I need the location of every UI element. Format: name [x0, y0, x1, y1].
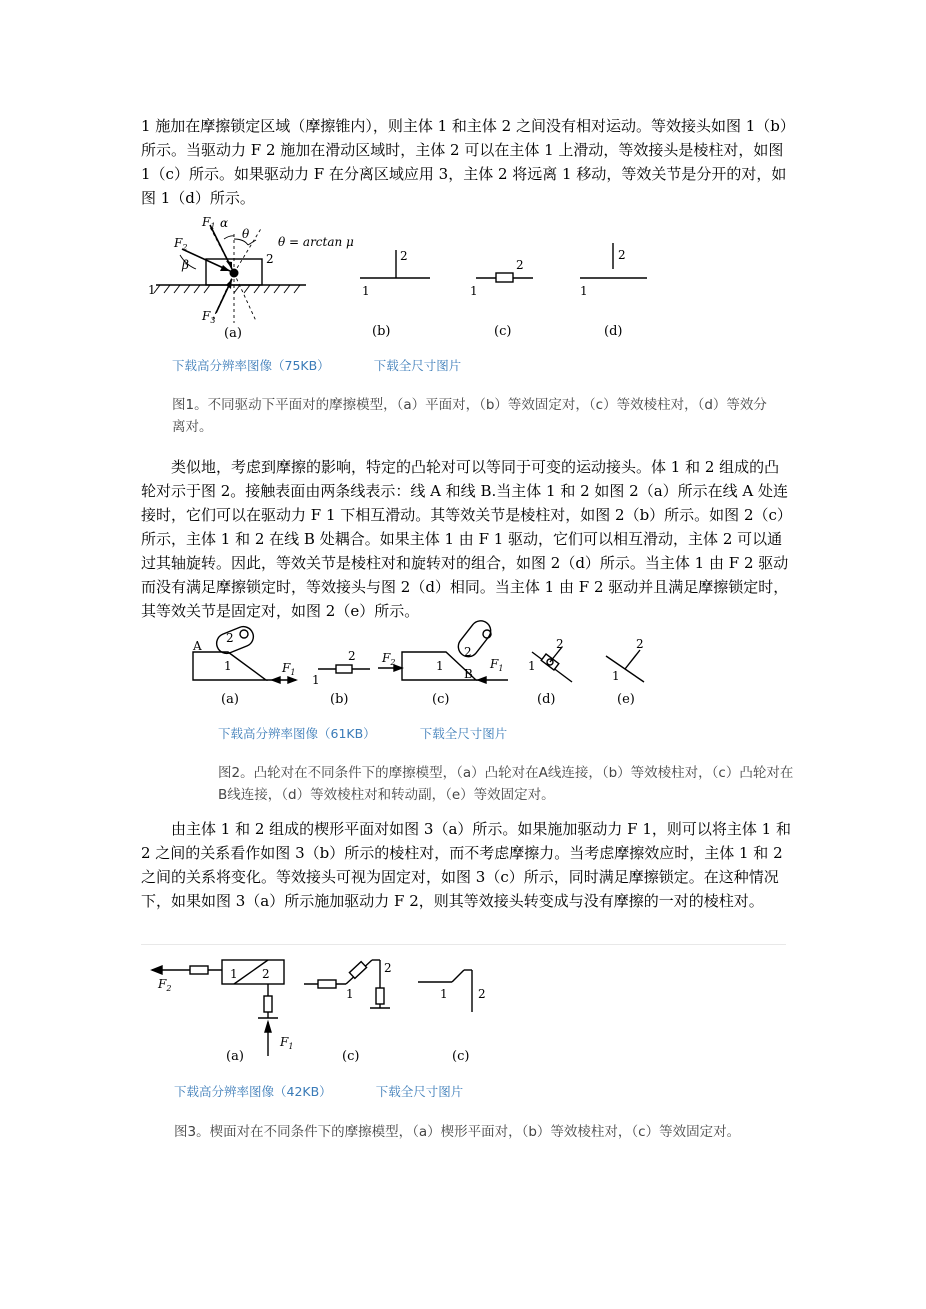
download-hires-link[interactable]: 下载高分辨率图像（75KB） — [172, 358, 330, 373]
download-full-link[interactable]: 下载全尺寸图片 — [373, 358, 462, 373]
svg-text:1: 1 — [470, 284, 478, 298]
svg-text:2: 2 — [618, 248, 626, 262]
svg-text:F1: $F_1$ — [282, 661, 296, 677]
svg-text:(e): (e) — [617, 692, 635, 707]
paragraph-3-text: 由主体 1 和 2 组成的楔形平面对如图 3（a）所示。如果施加驱动力 F 1，则可以将主体 1 和 2 之间的关系看作如图 3（b）所示的棱柱对，而不考虑摩擦力。当考虑摩擦效应时，主体 1 和 2 之间的关系将变化。等效接头可视为固定对，如图 3（c）所示，同时满足摩擦锁定。在这种情况下，如果如图 3（a）所示施加驱动力 F 2，则其等效接头转变成与没有摩擦的一对的棱柱对。 — [141, 820, 791, 910]
figure-2-links — [218, 724, 507, 742]
svg-text:α: α — [220, 216, 229, 230]
svg-text:(d): (d) — [604, 324, 623, 339]
svg-text:F2: $F_2$ — [174, 236, 188, 252]
svg-text:1: 1 — [362, 284, 370, 298]
figure-2 — [0, 622, 926, 712]
svg-text:F2: $F_2$ — [158, 977, 172, 993]
svg-text:B: B — [464, 667, 473, 681]
figure-1 — [0, 205, 926, 345]
svg-text:(b): (b) — [372, 324, 391, 339]
svg-text:1: 1 — [580, 284, 588, 298]
svg-text:(c): (c) — [452, 1049, 470, 1064]
svg-text:F2: $F_2$ — [382, 651, 396, 667]
paragraph-2-text: 类似地，考虑到摩擦的影响，特定的凸轮对可以等同于可变的运动接头。体 1 和 2 组成的凸轮对示于图 2。接触表面由两条线表示：线 A 和线 B.当主体 1 和 2 如图 2（a）所示在线 A 处连接时，它们可以在驱动力 F 1 下相互滑动。其等效关节是棱柱对，如图 2（b）所示。如图 2（c）所示，主体 1 和 2 在线 B 处耦合。如果主体 1 由 F 1 驱动，它们可以相互滑动，主体 2 可以通过其轴旋转。因此，等效关节是棱柱对和旋转对的组合，如图 2（d）所示。当主体 1 由 F 2 驱动而没有满足摩擦锁定时，等效接头与图 2（d）相同。当主体 1 由 F 2 驱动并且满足摩擦锁定时，其等效关节是固定对，如图 2（e）所示。 — [141, 458, 789, 620]
svg-text:(d): (d) — [537, 692, 556, 707]
svg-text:(c): (c) — [432, 692, 450, 707]
svg-text:2: 2 — [262, 967, 270, 981]
figure-1-links — [172, 356, 461, 374]
svg-text:A: A — [193, 639, 202, 653]
download-hires-link[interactable]: 下载高分辨率图像（61KB） — [218, 726, 376, 741]
svg-text:2: 2 — [348, 649, 356, 663]
svg-text:(c): (c) — [494, 324, 512, 339]
svg-text:θ: θ — [242, 227, 250, 241]
svg-text:F1: $F_1$ — [202, 215, 216, 231]
svg-text:F1: $F_1$ — [280, 1035, 294, 1051]
svg-text:2: 2 — [400, 249, 408, 263]
figure-2-caption: 图2。凸轮对在不同条件下的摩擦模型，（a）凸轮对在A线连接，（b）等效棱柱对，（c）凸轮对在B线连接，（d）等效棱柱对和转动副，（e）等效固定对。 — [218, 765, 794, 803]
svg-text:2: 2 — [636, 637, 644, 651]
svg-text:(a): (a) — [224, 326, 242, 341]
svg-text:2: 2 — [384, 961, 392, 975]
download-full-link[interactable]: 下载全尺寸图片 — [419, 726, 508, 741]
fig2-c-cam-pair — [378, 617, 508, 683]
svg-text:1: 1 — [436, 659, 444, 673]
svg-text:(c): (c) — [342, 1049, 360, 1064]
download-full-link[interactable]: 下载全尺寸图片 — [375, 1084, 464, 1099]
svg-text:1: 1 — [612, 669, 620, 683]
contact-point-icon — [230, 269, 239, 278]
svg-text:1: 1 — [346, 987, 354, 1001]
svg-text:1: 1 — [312, 673, 320, 687]
svg-text:1: 1 — [230, 967, 238, 981]
svg-text:1: 1 — [224, 659, 232, 673]
svg-text:2: 2 — [226, 631, 234, 645]
svg-text:(b): (b) — [330, 692, 349, 707]
paragraph-1-text: 1 施加在摩擦锁定区域（摩擦锥内），则主体 1 和主体 2 之间没有相对运动。等效接头如图 1（b）所示。当驱动力 F 2 施加在滑动区域时，主体 2 可以在主体 1 上滑动，等效接头是棱柱对，如图 1（c）所示。如果驱动力 F 在分离区域应用 3，主体 2 将远离 1 移动，等效关节是分开的对，如图 1（d）所示。 — [141, 117, 788, 207]
fig2-b-prismatic-pair — [318, 665, 370, 673]
svg-text:2: 2 — [478, 987, 486, 1001]
fig1-d-separated-pair — [580, 243, 647, 278]
figure-3-caption: 图3。楔面对在不同条件下的摩擦模型，（a）楔形平面对，（b）等效棱柱对，（c）等效固定对。 — [174, 1124, 741, 1140]
svg-text:(a): (a) — [221, 692, 239, 707]
paragraph-3 — [141, 817, 791, 913]
figure-3-links — [174, 1082, 463, 1100]
fig1-b-fixed-pair — [360, 250, 430, 278]
svg-text:2: 2 — [556, 637, 564, 651]
svg-text:θ = arctan μ: θ = arctan μ — [278, 235, 354, 249]
svg-text:F1: $F_1$ — [490, 657, 504, 673]
paragraph-2 — [141, 455, 791, 623]
svg-text:β: β — [182, 258, 189, 272]
fig2-d-prismatic-revolute — [532, 647, 572, 682]
download-hires-link[interactable]: 下载高分辨率图像（42KB） — [174, 1084, 332, 1099]
svg-text:(a): (a) — [226, 1049, 244, 1064]
figure-3 — [0, 952, 926, 1072]
svg-text:2: 2 — [464, 645, 472, 659]
fig2-a-cam-pair — [193, 624, 296, 683]
svg-text:F3: $F_3$ — [202, 309, 216, 325]
fig1-c-prismatic-pair — [476, 273, 533, 282]
section-divider — [141, 944, 786, 945]
svg-text:1: 1 — [440, 987, 448, 1001]
paragraph-1 — [141, 114, 791, 210]
figure-1-caption: 图1。不同驱动下平面对的摩擦模型，（a）平面对，（b）等效固定对，（c）等效棱柱对，（d）等效分离对。 — [172, 397, 767, 435]
svg-text:1: 1 — [528, 659, 536, 673]
svg-text:1: 1 — [148, 283, 156, 297]
svg-text:2: 2 — [266, 252, 274, 266]
svg-text:2: 2 — [516, 258, 524, 272]
